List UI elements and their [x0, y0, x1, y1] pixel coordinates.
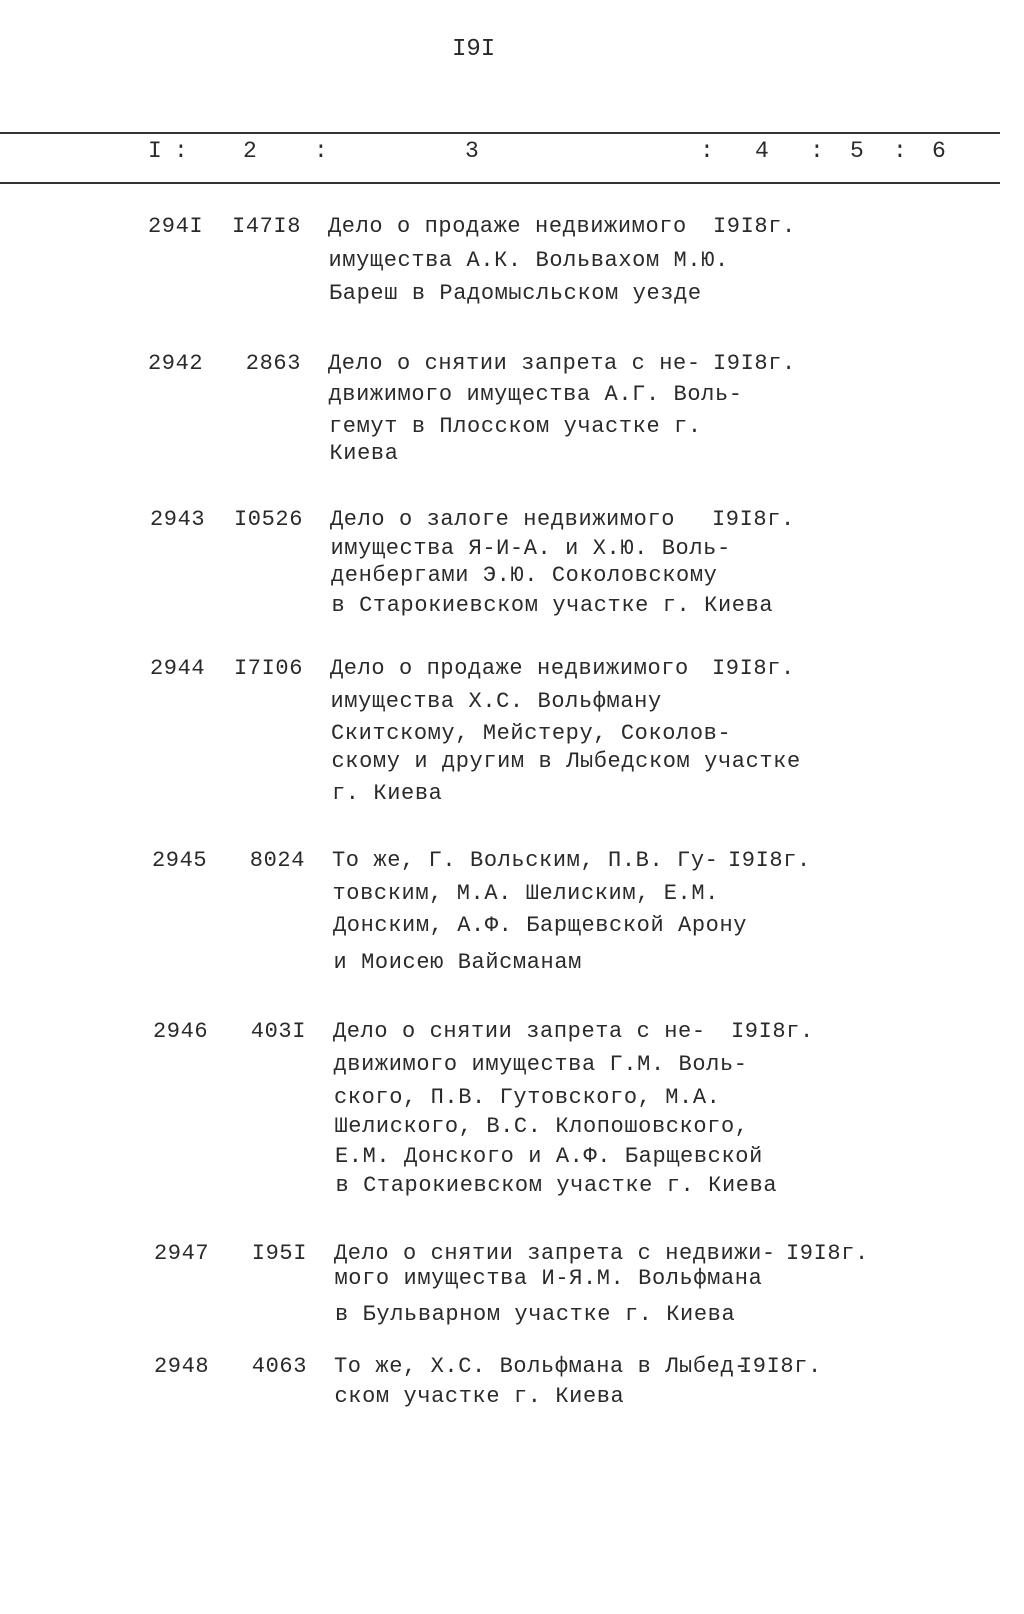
entry-description-line: скому и другим в Лыбедском участке — [331, 749, 801, 774]
column-header: 2 — [243, 138, 257, 164]
entry-number: 2944 — [150, 656, 206, 681]
archive-code: I47I8 — [231, 214, 301, 239]
entry-description-line: Е.М. Донского и А.Ф. Барщевской — [335, 1144, 763, 1169]
entry-number: 2942 — [148, 351, 204, 376]
entry-description-line: Бареш в Радомысльском уезде — [329, 281, 702, 306]
column-header: 5 — [850, 138, 864, 164]
entry-description-line: Скитскому, Мейстеру, Соколов- — [331, 721, 732, 746]
column-separator: : — [700, 138, 714, 164]
archive-code: 4063 — [251, 1354, 307, 1379]
column-separator: : — [174, 138, 188, 164]
entry-year: I9I8г. — [712, 656, 795, 681]
archive-code: 2863 — [245, 351, 301, 376]
entry-description-line: в Старокиевском участке г. Киева — [335, 1173, 778, 1198]
entry-number: 2946 — [153, 1019, 209, 1044]
column-header: I — [148, 138, 162, 164]
entry-description-line: Дело о продаже недвижимого — [330, 656, 689, 681]
column-separator: : — [314, 138, 328, 164]
column-header: 4 — [755, 138, 769, 164]
entry-description-line: Донским, А.Ф. Барщевской Арону — [333, 913, 748, 938]
entry-description-line: Дело о продаже недвижимого — [328, 214, 687, 239]
archive-code: I95I — [251, 1241, 307, 1266]
entry-description-line: движимого имущества Г.М. Воль- — [333, 1052, 748, 1077]
entry-year: I9I8г. — [739, 1354, 822, 1379]
entry-description-line: Дело о залоге недвижимого — [330, 507, 676, 532]
entry-description-line: Шелиского, В.С. Клопошовского, — [334, 1114, 749, 1139]
entry-number: 294I — [148, 214, 204, 239]
entry-description-line: имущества Я-И-А. и Х.Ю. Воль- — [330, 536, 731, 561]
entry-description-line: имущества А.К. Вольвахом М.Ю. — [328, 248, 729, 273]
entry-year: I9I8г. — [713, 351, 796, 376]
entry-description-line: Дело о снятии запрета с не- — [328, 351, 701, 376]
entry-description-line: ского, П.В. Гутовского, М.А. — [334, 1085, 721, 1110]
entry-number: 2947 — [154, 1241, 210, 1266]
column-header: 3 — [465, 138, 479, 164]
entry-description-line: мого имущества И-Я.М. Вольфмана — [334, 1266, 763, 1291]
entry-description-line: гемут в Плосском участке г. — [329, 414, 702, 439]
entry-description-line: и Моисею Вайсманам — [333, 950, 582, 975]
archive-code: 8024 — [249, 848, 305, 873]
entry-description-line: г. Киева — [332, 781, 443, 806]
entry-description-line: в Бульварном участке г. Киева — [335, 1302, 736, 1327]
entry-description-line: Киева — [329, 441, 399, 466]
column-header: 6 — [932, 138, 946, 164]
entry-year: I9I8г. — [728, 848, 811, 873]
entry-number: 2943 — [150, 507, 206, 532]
entry-description-line: в Старокиевском участке г. Киева — [331, 593, 774, 618]
header-bottom-rule — [0, 182, 1000, 184]
column-separator: : — [810, 138, 824, 164]
entry-number: 2948 — [154, 1354, 210, 1379]
archive-code: 403I — [250, 1019, 306, 1044]
entry-description-line: денбергами Э.Ю. Соколовскому — [331, 563, 718, 588]
entry-description-line: имущества Х.С. Вольфману — [330, 689, 662, 714]
entry-year: I9I8г. — [713, 214, 796, 239]
entry-year: I9I8г. — [731, 1019, 814, 1044]
entry-description-line: То же, Х.С. Вольфмана в Лыбед- — [334, 1354, 749, 1379]
entry-description-line: Дело о снятии запрета с недвижи- — [334, 1241, 776, 1266]
entry-description-line: товским, М.А. Шелиским, Е.М. — [332, 881, 719, 906]
archive-code: I0526 — [233, 507, 303, 532]
entry-description-line: движимого имущества А.Г. Воль- — [328, 382, 743, 407]
entry-description-line: Дело о снятии запрета с не- — [333, 1019, 706, 1044]
entry-number: 2945 — [152, 848, 208, 873]
entry-year: I9I8г. — [786, 1241, 869, 1266]
header-top-rule — [0, 132, 1000, 134]
entry-year: I9I8г. — [712, 507, 795, 532]
column-separator: : — [893, 138, 907, 164]
entry-description-line: ском участке г. Киева — [334, 1384, 625, 1409]
archive-code: I7I06 — [233, 656, 303, 681]
page-number: I9I — [452, 36, 496, 63]
entry-description-line: То же, Г. Вольским, П.В. Гу- — [332, 848, 719, 873]
